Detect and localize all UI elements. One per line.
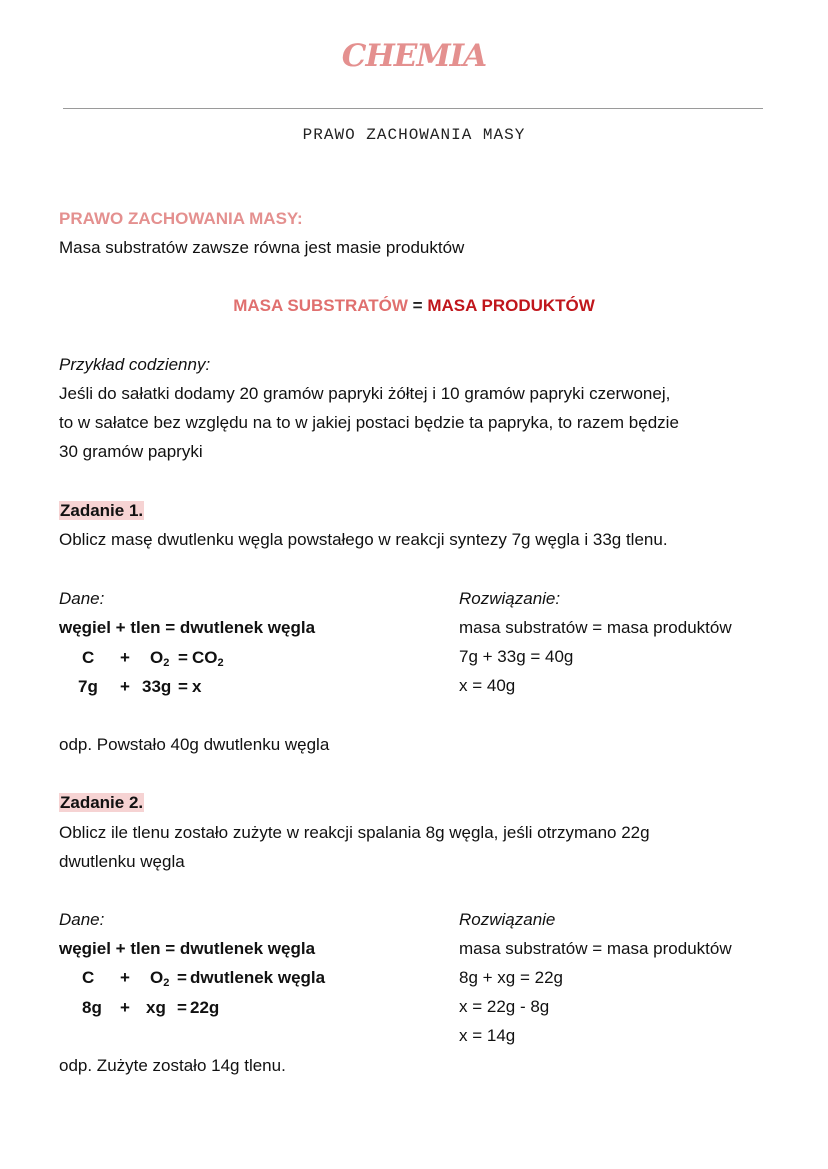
t1-symbol-plus: + — [120, 648, 130, 667]
t1-mass-a: 7g — [78, 677, 98, 696]
t2-mass-x: xg — [146, 998, 166, 1017]
t1-symbol-c: C — [82, 648, 95, 667]
t1-o: O — [150, 648, 164, 667]
example-line-3: 30 gramów papryki — [59, 442, 203, 461]
t1-o-sub: 2 — [163, 657, 170, 669]
task1-given-label: Dane: — [59, 589, 105, 608]
example-line-1: Jeśli do sałatki dodamy 20 gramów papryki żółtej i 10 gramów papryki czerwonej, — [59, 384, 671, 403]
t2-o-sub: 2 — [163, 977, 170, 989]
document-title: PRAWO ZACHOWANIA MASY — [302, 126, 526, 144]
t2-mass-eq: = — [177, 998, 187, 1017]
t1-co-sub: 2 — [217, 657, 224, 669]
t2-o: O — [150, 968, 164, 987]
t2-symbol-eq: = — [177, 968, 187, 987]
task2-given-label: Dane: — [59, 910, 105, 929]
task1-solution-label: Rozwiązanie: — [459, 589, 561, 608]
task2-answer: odp. Zużyte zostało 14g tlenu. — [59, 1056, 286, 1075]
law-definition: Masa substratów zawsze równa jest masie produktów — [59, 238, 465, 257]
t2-symbol-plus: + — [120, 968, 130, 987]
t2-mass-a: 8g — [82, 998, 102, 1017]
task1-heading-text: Zadanie 1. — [60, 501, 144, 520]
t1-symbol-eq: = — [178, 648, 188, 667]
task1-solution-line-3: x = 40g — [459, 676, 516, 695]
t1-co: CO — [192, 648, 218, 667]
task1-word-equation: węgiel + tlen = dwutlenek węgla — [59, 618, 316, 637]
task1-solution-line-1: masa substratów = masa produktów — [459, 618, 732, 637]
example-line-2: to w sałatce bez względu na to w jakiej postaci będzie ta papryka, to razem będzie — [59, 413, 679, 432]
t1-mass-b: 33g — [142, 677, 172, 696]
formula-products: MASA PRODUKTÓW — [427, 296, 595, 315]
task2-solution-line-3: x = 22g - 8g — [459, 997, 550, 1016]
example-label: Przykład codzienny: — [59, 355, 211, 374]
task1-answer: odp. Powstało 40g dwutlenku węgla — [59, 735, 330, 754]
t2-symbol-c: C — [82, 968, 95, 987]
t1-mass-x: x — [192, 677, 202, 696]
t2-symbol-o2 — [150, 968, 169, 993]
task2-question-line-1: Oblicz ile tlenu zostało zużyte w reakcji spalania 8g węgla, jeśli otrzymano 22g — [59, 823, 650, 842]
task2-heading — [59, 793, 144, 813]
task1-question: Oblicz masę dwutlenku węgla powstałego w reakcji syntezy 7g węgla i 33g tlenu. — [59, 530, 668, 549]
t1-mass-eq: = — [178, 677, 188, 696]
task2-solution-line-4: x = 14g — [459, 1026, 516, 1045]
t2-mass-b: 22g — [190, 998, 220, 1017]
task2-solution-line-1: masa substratów = masa produktów — [459, 939, 732, 958]
law-formula — [0, 296, 828, 316]
t2-mass-plus: + — [120, 998, 130, 1017]
task2-heading-text: Zadanie 2. — [60, 793, 144, 812]
task1-heading — [59, 501, 144, 521]
t1-symbol-o2 — [150, 648, 169, 673]
t2-symbol-product: dwutlenek węgla — [190, 968, 326, 987]
t1-symbol-co2 — [192, 648, 224, 673]
task2-solution-label: Rozwiązanie — [459, 910, 556, 929]
task2-question-line-2: dwutlenku węgla — [59, 852, 185, 871]
t1-mass-plus: + — [120, 677, 130, 696]
formula-substrates: MASA SUBSTRATÓW — [233, 296, 408, 315]
task2-word-equation: węgiel + tlen = dwutlenek węgla — [59, 939, 316, 958]
task1-solution-line-2: 7g + 33g = 40g — [459, 647, 574, 666]
header-divider — [63, 108, 763, 109]
logo: CHEMIA — [341, 38, 487, 74]
formula-equals: = — [412, 296, 423, 315]
law-heading: PRAWO ZACHOWANIA MASY: — [59, 209, 303, 228]
task2-solution-line-2: 8g + xg = 22g — [459, 968, 563, 987]
